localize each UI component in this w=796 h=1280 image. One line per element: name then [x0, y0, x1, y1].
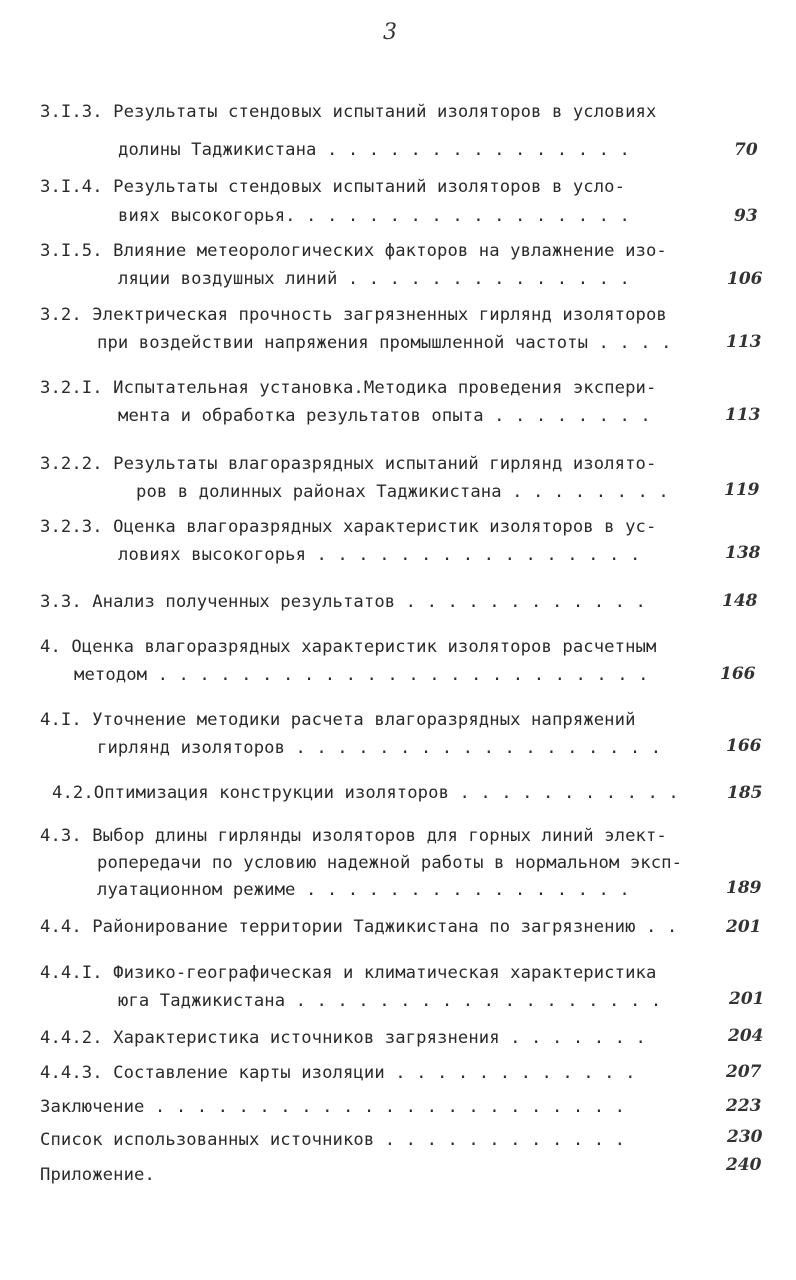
toc-line: мента и обработка результатов опыта . . . . . . . . — [118, 406, 651, 426]
toc-line: 3.3. Анализ полученных результатов . . . . . . . . . . . . — [40, 592, 646, 612]
toc-line: ляции воздушных линий . . . . . . . . . . . . . . — [118, 269, 630, 289]
toc-line: при воздействии напряжения промышленной частоты . . . . — [97, 333, 672, 353]
toc-page-number: 70 — [734, 140, 758, 160]
page-number: 3 — [383, 20, 397, 45]
toc-page-number: 148 — [722, 591, 758, 611]
toc-page-number: 106 — [727, 269, 763, 289]
toc-page-number: 240 — [726, 1155, 762, 1175]
toc-page-number: 113 — [725, 405, 761, 425]
toc-page-number: 201 — [726, 917, 762, 937]
toc-line: виях высокогорья. . . . . . . . . . . . . . . . . — [118, 206, 630, 226]
toc-page-number: 166 — [726, 736, 762, 756]
toc-line: 4. Оценка влагоразрядных характеристик изоляторов расчетным — [40, 637, 657, 657]
toc-page-number: 223 — [726, 1096, 762, 1116]
toc-page-number: 207 — [726, 1062, 762, 1082]
toc-line: Список использованных источников . . . . . . . . . . . . — [40, 1130, 626, 1150]
toc-line: юга Таджикистана . . . . . . . . . . . . . . . . . . — [118, 991, 662, 1011]
toc-page-number: 230 — [727, 1127, 763, 1147]
toc-line: 3.2.2. Результаты влагоразрядных испытаний гирлянд изолято- — [40, 454, 657, 474]
toc-line: 4.4.2. Характеристика источников загрязнения . . . . . . . — [40, 1028, 646, 1048]
toc-page-number: 201 — [729, 989, 765, 1009]
toc-page-number: 113 — [726, 332, 762, 352]
toc-line: Приложение. — [40, 1165, 155, 1185]
toc-line: долины Таджикистана . . . . . . . . . . . . . . . — [118, 140, 630, 160]
toc-line: 3.I.3. Результаты стендовых испытаний изоляторов в условиях — [40, 102, 657, 122]
toc-line: 4.I. Уточнение методики расчета влагоразрядных напряжений — [40, 710, 636, 730]
toc-line: ров в долинных районах Таджикистана . . . . . . . . — [136, 482, 669, 502]
toc-page-number: 166 — [720, 664, 756, 684]
toc-line: 3.I.4. Результаты стендовых испытаний изоляторов в усло- — [40, 177, 626, 197]
toc-page-number: 138 — [725, 543, 761, 563]
toc-line: 4.4.I. Физико-географическая и климатическая характеристика — [40, 963, 657, 983]
toc-page-number: 189 — [726, 878, 762, 898]
toc-page-number: 204 — [728, 1026, 764, 1046]
toc-line: 4.4. Районирование территории Таджикистана по загрязнению . . — [40, 917, 678, 937]
toc-line: 3.2.I. Испытательная установка.Методика проведения экспери- — [40, 378, 657, 398]
toc-line: 4.4.3. Составление карты изоляции . . . . . . . . . . . . — [40, 1063, 636, 1083]
toc-line: 3.I.5. Влияние метеорологических факторов на увлажнение изо- — [40, 241, 667, 261]
toc-line: гирлянд изоляторов . . . . . . . . . . . . . . . . . . — [97, 738, 662, 758]
toc-line: методом . . . . . . . . . . . . . . . . . . . . . . . . — [74, 665, 649, 685]
toc-page-number: 119 — [724, 480, 760, 500]
toc-line: ловиях высокогорья . . . . . . . . . . . . . . . . — [118, 545, 641, 565]
toc-line: 3.2. Электрическая прочность загрязненных гирлянд изоляторов — [40, 305, 667, 325]
toc-line: ропередачи по условию надежной работы в нормальном эксп- — [97, 853, 683, 873]
toc-page-number: 93 — [734, 206, 758, 226]
toc-line: 4.3. Выбор длины гирлянды изоляторов для горных линий элект- — [40, 826, 667, 846]
toc-line: 4.2.Оптимизация конструкции изоляторов . . . . . . . . . . . — [52, 783, 679, 803]
toc-line: луатационном режиме . . . . . . . . . . . . . . . . — [97, 880, 630, 900]
toc-line: 3.2.3. Оценка влагоразрядных характеристик изоляторов в ус- — [40, 517, 657, 537]
toc-page-number: 185 — [727, 783, 763, 803]
toc-line: Заключение . . . . . . . . . . . . . . . . . . . . . . . — [40, 1097, 626, 1117]
